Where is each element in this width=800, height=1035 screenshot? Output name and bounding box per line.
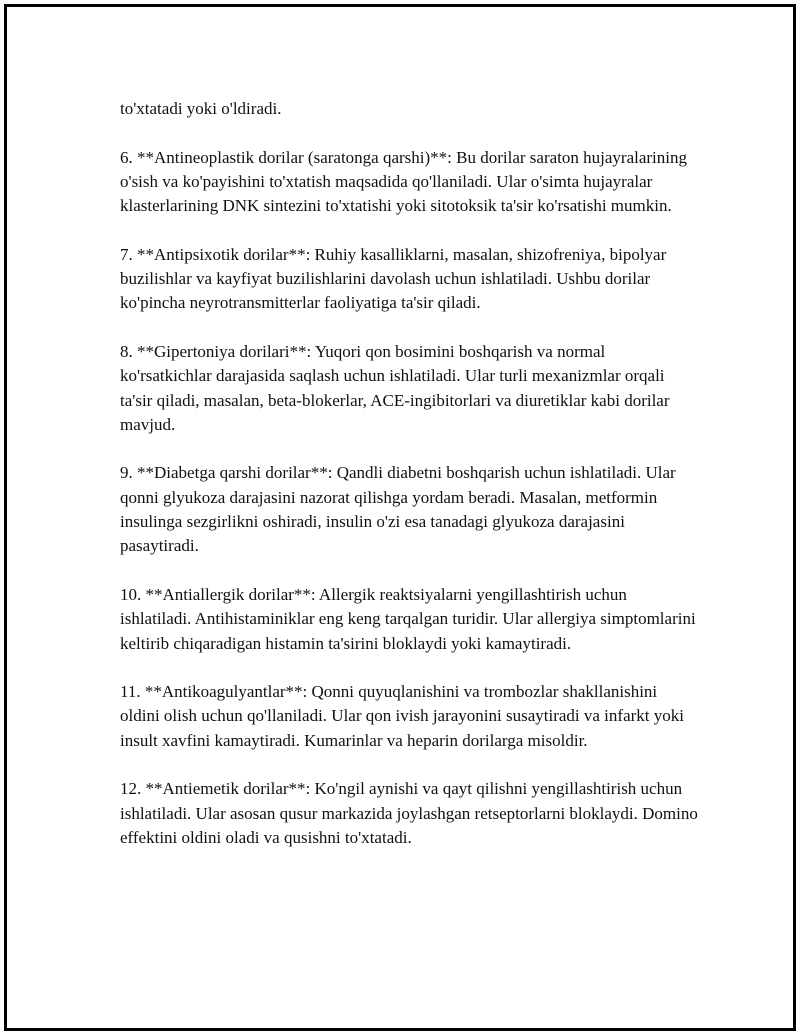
paragraph-diabet: 9. **Diabetga qarshi dorilar**: Qandli diabetni boshqarish uchun ishlatiladi. Ular qonni glyukoza darajasini nazorat qilishga yordam beradi. Masalan, metformin insulinga sezgirlikni oshiradi, insulin o'zi esa tanadagi glyukoza darajasini pasaytiradi. (120, 463, 676, 556)
paragraph-antikoagulyant: 11. **Antikoagulyantlar**: Qonni quyuqlanishini va trombozlar shakllanishini oldini olish uchun qo'llaniladi. Ular qon ivish jarayonini susaytiradi va infarkt yoki insult xavfini kamaytiradi. Kumarinlar va heparin dorilarga misoldir. (120, 682, 684, 750)
paragraph-antiemetik: 12. **Antiemetik dorilar**: Ko'ngil aynishi va qayt qilishni yengillashtirish uchun ishlatiladi. Ular asosan qusur markazida joylashgan retseptorlarni bloklaydi. Domino effektini oldini oladi va qusishni to'xtatadi. (120, 779, 698, 847)
document-page (4, 4, 796, 1031)
paragraph-continuation: to'xtatadi yoki o'ldiradi. (120, 99, 282, 118)
paragraph-antipsixotik: 7. **Antipsixotik dorilar**: Ruhiy kasalliklarni, masalan, shizofreniya, bipolyar buzilishlar va kayfiyat buzilishlarini davolash uchun ishlatiladi. Ushbu dorilar ko'pincha neyrotransmitterlar faoliyatiga ta'sir qiladi. (120, 244, 667, 313)
paragraph-gipertoniya: 8. **Gipertoniya dorilari**: Yuqori qon bosimini boshqarish va normal ko'rsatkichlar darajasida saqlash uchun ishlatiladi. Ular turli mexanizmlar orqali ta'sir qiladi, masalan, beta-blokerlar, ACE-ingibitorlari va diuretiklar kabi dorilar mavjud. (120, 341, 670, 434)
paragraph-antineoplastik: 6. **Antineoplastik dorilar (saratonga qarshi)**: Bu dorilar saraton hujayralarining o'sish va ko'payishini to'xtatish maqsadida qo'llaniladi. Ular o'simta hujayralar klasterlarining DNK sintezini to'xtatishi yoki sitotoksik ta'sir ko'rsatishi mumkin. (120, 147, 687, 216)
paragraph-antiallergik: 10. **Antiallergik dorilar**: Allergik reaktsiyalarni yengillashtirish uchun ishlatiladi. Antihistaminiklar eng keng tarqalgan turidir. Ular allergiya simptomlarini keltirib chiqaradigan histamin ta'sirini bloklaydi yoki kamaytiradi. (120, 584, 696, 653)
document-body (120, 97, 700, 875)
